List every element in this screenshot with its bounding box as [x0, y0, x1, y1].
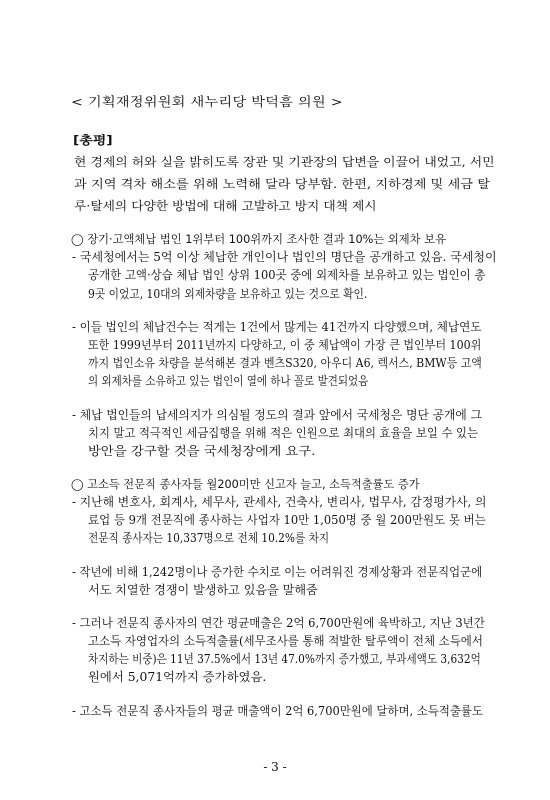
bullet-line: 전문직 종사자는 10,337명으로 전체 10.2%를 차지 — [88, 531, 330, 545]
document-header: < 기획재정위원회 새누리당 박덕흠 의원 > — [71, 94, 343, 109]
bullet-line: 서도 치열한 경쟁이 발생하고 있음을 말해줌 — [88, 583, 318, 597]
bullet-line: 치지 말고 적극적인 세금집행을 위해 적은 인원으로 최대의 효율을 보일 수 있는 — [88, 426, 478, 440]
bullet-line: - 이들 법인의 체납건수는 적게는 1건에서 많게는 41건까지 다양했으며, 체납연도 — [72, 320, 482, 334]
bullet-line: - 작년에 비해 1,242명이나 증가한 수치로 이는 어려워진 경제상황과 전문직업군에 — [72, 565, 483, 579]
summary-line: 현 경제의 허와 실을 밝히도록 장관 및 기관장의 답변을 이끌어 내었고, 서민 — [74, 155, 495, 169]
bullet-line: 차지하는 비중)은 11년 37.5%에서 13년 47.0%까지 증가했고, 부과세액도 3,632억 — [88, 652, 481, 666]
bullet-line: - 국세청에서는 5억 이상 체납한 개인이나 법인의 명단을 공개하고 있음. 국세청이 — [72, 250, 497, 264]
summary-line: 과 지역 격차 해소를 위해 노력해 달라 당부함. 한편, 지하경제 및 세금 탈 — [74, 177, 490, 191]
bullet-line: 방안을 강구할 것을 국세청장에게 요구. — [88, 444, 316, 458]
bullet-line: 의 외제차를 소유하고 있는 법인이 열에 하나 꼴로 발견되었음 — [88, 374, 369, 388]
bullet-line: 원에서 5,071억까지 증가하였음. — [88, 670, 267, 684]
bullet-line: 9곳 이었고, 10대의 외제차량을 보유하고 있는 것으로 확인. — [88, 287, 368, 301]
bullet-line: 또한 1999년부터 2011년까지 다양하고, 이 중 체납액이 가장 큰 법인부터 100위 — [88, 338, 482, 352]
bullet-line: 료업 등 9개 전문직에 종사하는 사업자 10만 1,050명 중 월 200만원도 못 버는 — [88, 513, 486, 527]
bullet-line: - 고소득 전문직 종사자들의 평균 매출액이 2억 6,700만원에 달하며, 소득적출률도 — [72, 704, 483, 718]
summary-label: [총평] — [73, 133, 113, 147]
section-heading: ◯ 장기·고액체납 법인 1위부터 100위까지 조사한 결과 10%는 외제차 보유 — [71, 232, 446, 246]
summary-line: 루·탈세의 다양한 방법에 대해 고발하고 방지 대책 제시 — [74, 199, 377, 213]
bullet-line: - 지난해 변호사, 회계사, 세무사, 관세사, 건축사, 변리사, 법무사, 감정평가사, 의 — [72, 495, 487, 509]
bullet-line: 공개한 고액·상습 체납 법인 상위 100곳 중에 외제차를 보유하고 있는 법인이 총 — [88, 268, 486, 282]
bullet-line: 고소득 자영업자의 소득적출률(세무조사를 통해 적발한 탈루액이 전체 소득에서 — [88, 634, 483, 648]
page-number: - 3 - — [263, 760, 287, 774]
bullet-line: - 체납 법인들의 납세의지가 의심될 정도의 결과 앞에서 국세청은 명단 공개에 그 — [72, 408, 482, 422]
bullet-line: - 그러나 전문직 종사자의 연간 평균매출은 2억 6,700만원에 육박하고, 지난 3년간 — [72, 616, 485, 630]
bullet-line: 까지 법인소유 차량을 분석해본 결과 벤츠S320, 아우디 A6, 렉서스, BMW등 고액 — [88, 356, 482, 370]
section-heading: ◯ 고소득 전문직 종사자들 월200미만 신고자 늘고, 소득적출률도 증가 — [71, 477, 420, 491]
